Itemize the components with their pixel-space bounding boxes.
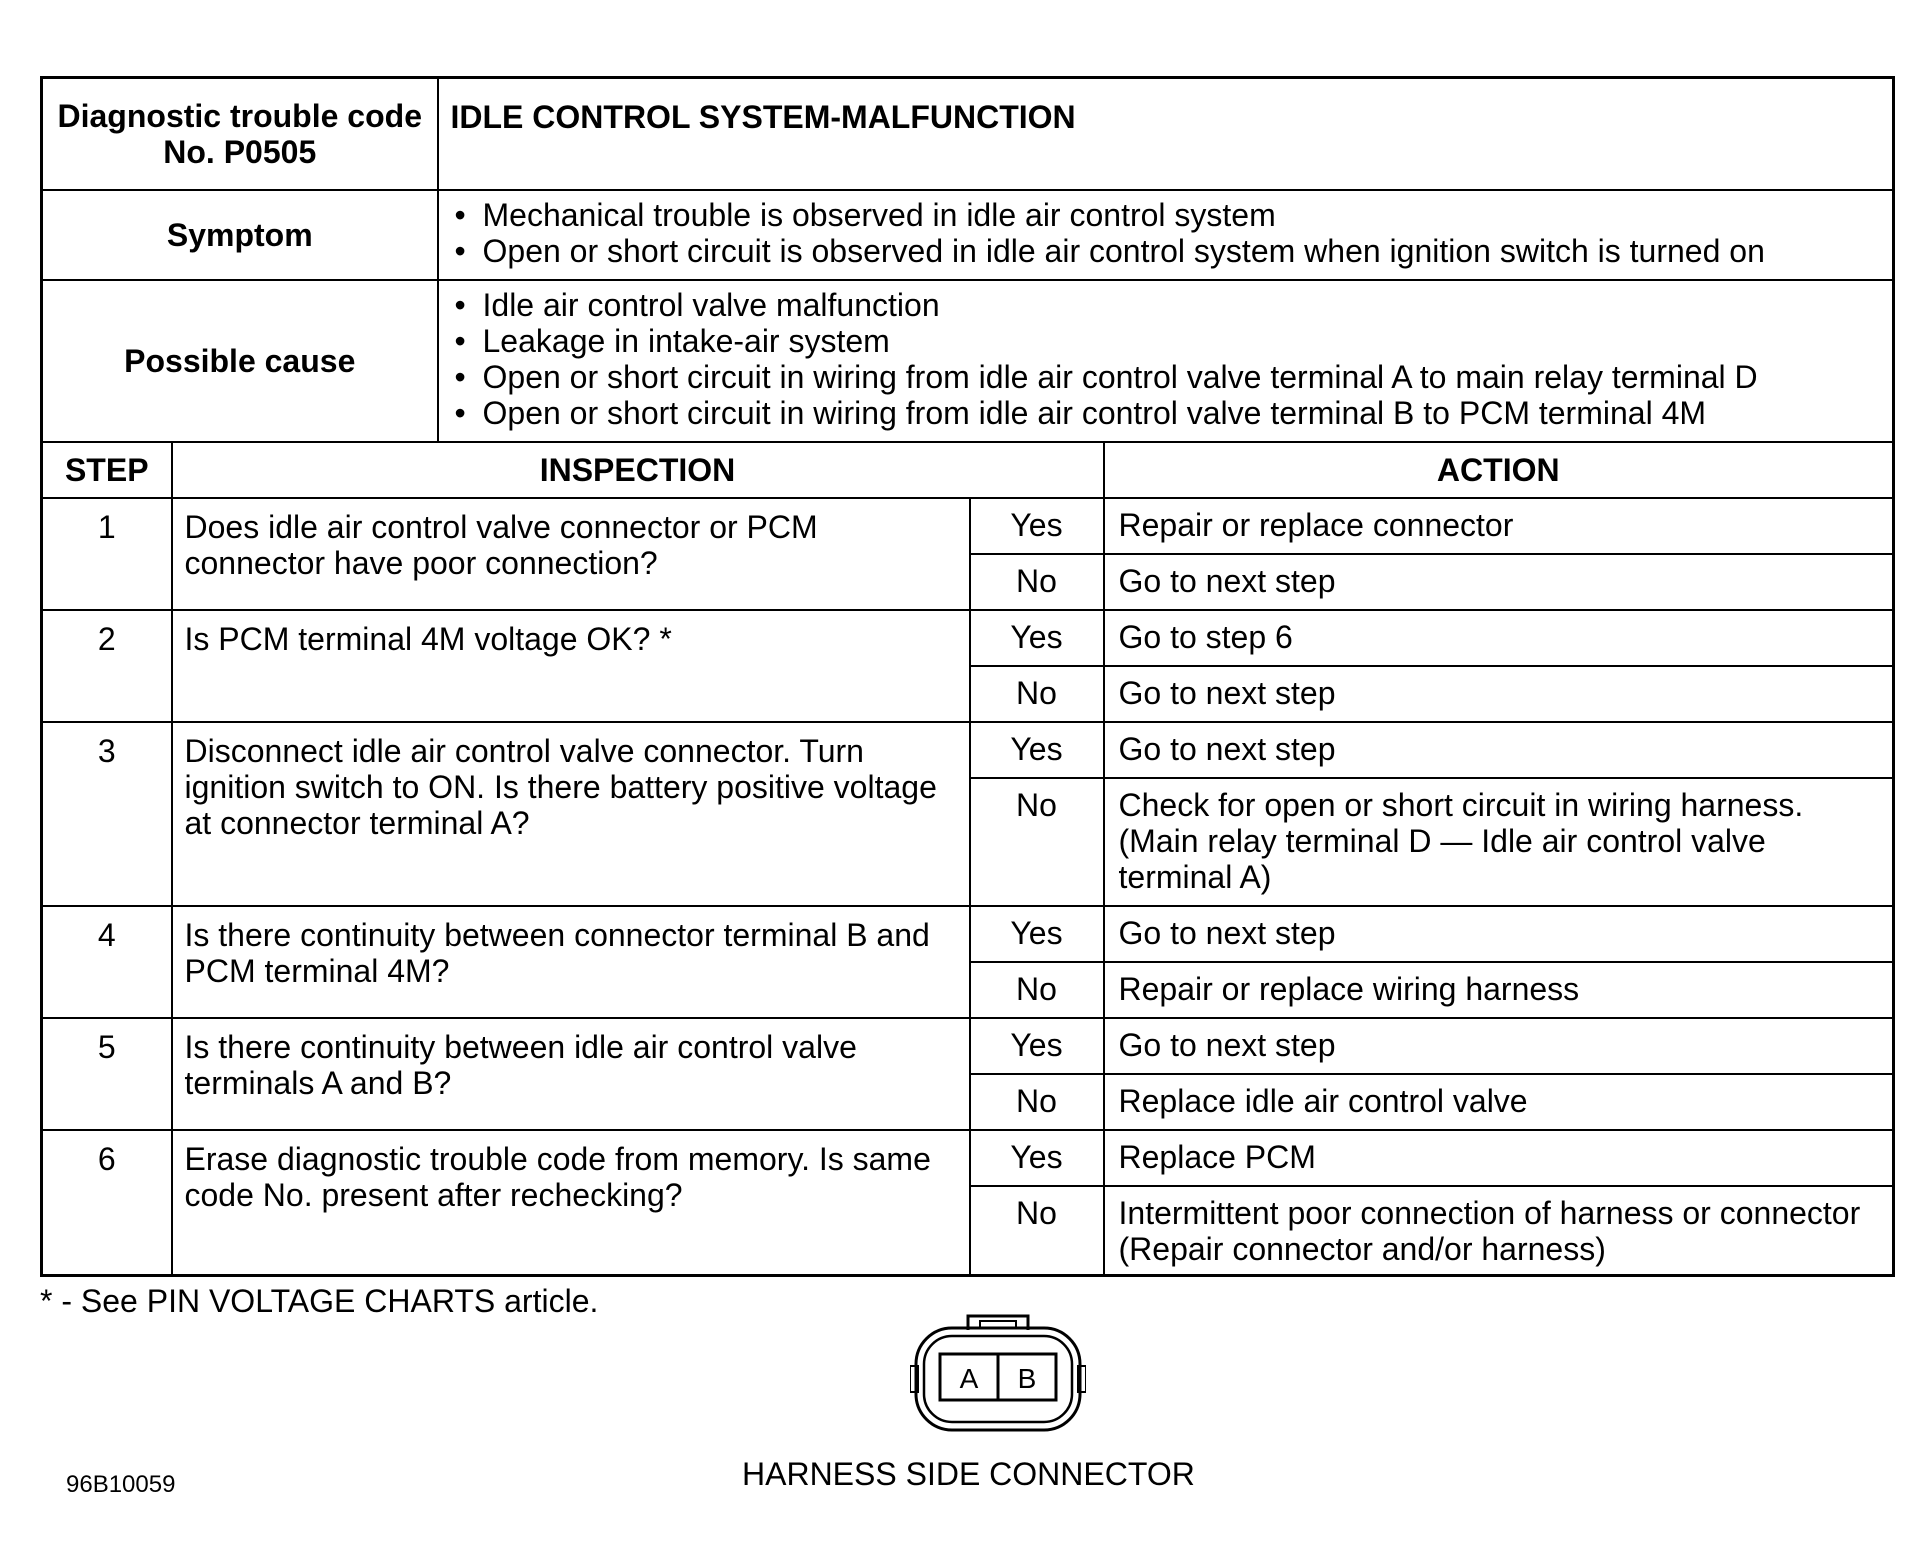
table-row (42, 1130, 1894, 1186)
yes-action: Go to step 6 (1104, 610, 1894, 666)
connector-caption: HARNESS SIDE CONNECTOR (742, 1456, 1195, 1492)
yes-label: Yes (970, 1130, 1104, 1186)
no-label: No (970, 666, 1104, 722)
inspection-column-header: INSPECTION (172, 442, 1104, 498)
step-number: 6 (42, 1130, 172, 1276)
yes-label: Yes (970, 498, 1104, 554)
step-number: 3 (42, 722, 172, 906)
harness-connector-diagram (910, 1308, 1086, 1434)
step-number: 1 (42, 498, 172, 610)
inspection-text: Is there continuity between connector terminal B and PCM terminal 4M? (172, 906, 970, 1018)
dtc-title: IDLE CONTROL SYSTEM-MALFUNCTION (438, 78, 1894, 190)
yes-label: Yes (970, 722, 1104, 778)
symptom-item: • Open or short circuit is observed in idle air control system when ignition switch is turned on (451, 233, 1881, 269)
no-action: Check for open or short circuit in wiring harness. (Main relay terminal D — Idle air control valve terminal A) (1104, 778, 1894, 906)
diagnostic-table (40, 76, 1895, 1277)
yes-label: Yes (970, 1018, 1104, 1074)
no-label: No (970, 1186, 1104, 1276)
no-action: Go to next step (1104, 554, 1894, 610)
no-label: No (970, 554, 1104, 610)
cause-list (438, 280, 1894, 442)
no-action: Go to next step (1104, 666, 1894, 722)
no-label: No (970, 778, 1104, 906)
inspection-text: Is PCM terminal 4M voltage OK? * (172, 610, 970, 722)
step-number: 4 (42, 906, 172, 1018)
table-row (42, 610, 1894, 666)
yes-label: Yes (970, 906, 1104, 962)
step-column-header: STEP (42, 442, 172, 498)
cause-item: • Leakage in intake-air system (451, 323, 1881, 359)
figure-code: 96B10059 (66, 1471, 176, 1498)
step-number: 2 (42, 610, 172, 722)
footnote: * - See PIN VOLTAGE CHARTS article. (40, 1283, 599, 1319)
cause-row (42, 280, 1894, 442)
inspection-text: Does idle air control valve connector or PCM connector have poor connection? (172, 498, 970, 610)
no-action: Repair or replace wiring harness (1104, 962, 1894, 1018)
yes-action: Go to next step (1104, 722, 1894, 778)
inspection-text: Is there continuity between idle air control valve terminals A and B? (172, 1018, 970, 1130)
inspection-text: Disconnect idle air control valve connector. Turn ignition switch to ON. Is there battery positive voltage at connector terminal A? (172, 722, 970, 906)
inspection-text: Erase diagnostic trouble code from memory. Is same code No. present after rechecking? (172, 1130, 970, 1276)
terminal-a-label: A (959, 1363, 979, 1394)
yes-action: Replace PCM (1104, 1130, 1894, 1186)
symptom-label: Symptom (42, 190, 438, 280)
step-number: 5 (42, 1018, 172, 1130)
dtc-label: Diagnostic trouble code No. P0505 (42, 78, 438, 190)
yes-action: Go to next step (1104, 1018, 1894, 1074)
table-row (42, 906, 1894, 962)
yes-action: Go to next step (1104, 906, 1894, 962)
dtc-row (42, 78, 1894, 190)
no-action: Replace idle air control valve (1104, 1074, 1894, 1130)
cause-item: • Idle air control valve malfunction (451, 287, 1881, 323)
cause-label: Possible cause (42, 280, 438, 442)
table-row (42, 1018, 1894, 1074)
column-header-row (42, 442, 1894, 498)
yes-label: Yes (970, 610, 1104, 666)
cause-item: • Open or short circuit in wiring from idle air control valve terminal A to main relay terminal D (451, 359, 1881, 395)
yes-action: Repair or replace connector (1104, 498, 1894, 554)
symptom-list (438, 190, 1894, 280)
no-label: No (970, 1074, 1104, 1130)
table-row (42, 498, 1894, 554)
cause-item: • Open or short circuit in wiring from idle air control valve terminal B to PCM terminal 4M (451, 395, 1881, 431)
symptom-row (42, 190, 1894, 280)
no-action: Intermittent poor connection of harness or connector (Repair connector and/or harness) (1104, 1186, 1894, 1276)
symptom-item: • Mechanical trouble is observed in idle air control system (451, 197, 1881, 233)
action-column-header: ACTION (1104, 442, 1894, 498)
table-row (42, 722, 1894, 778)
no-label: No (970, 962, 1104, 1018)
terminal-b-label: B (1017, 1363, 1037, 1394)
